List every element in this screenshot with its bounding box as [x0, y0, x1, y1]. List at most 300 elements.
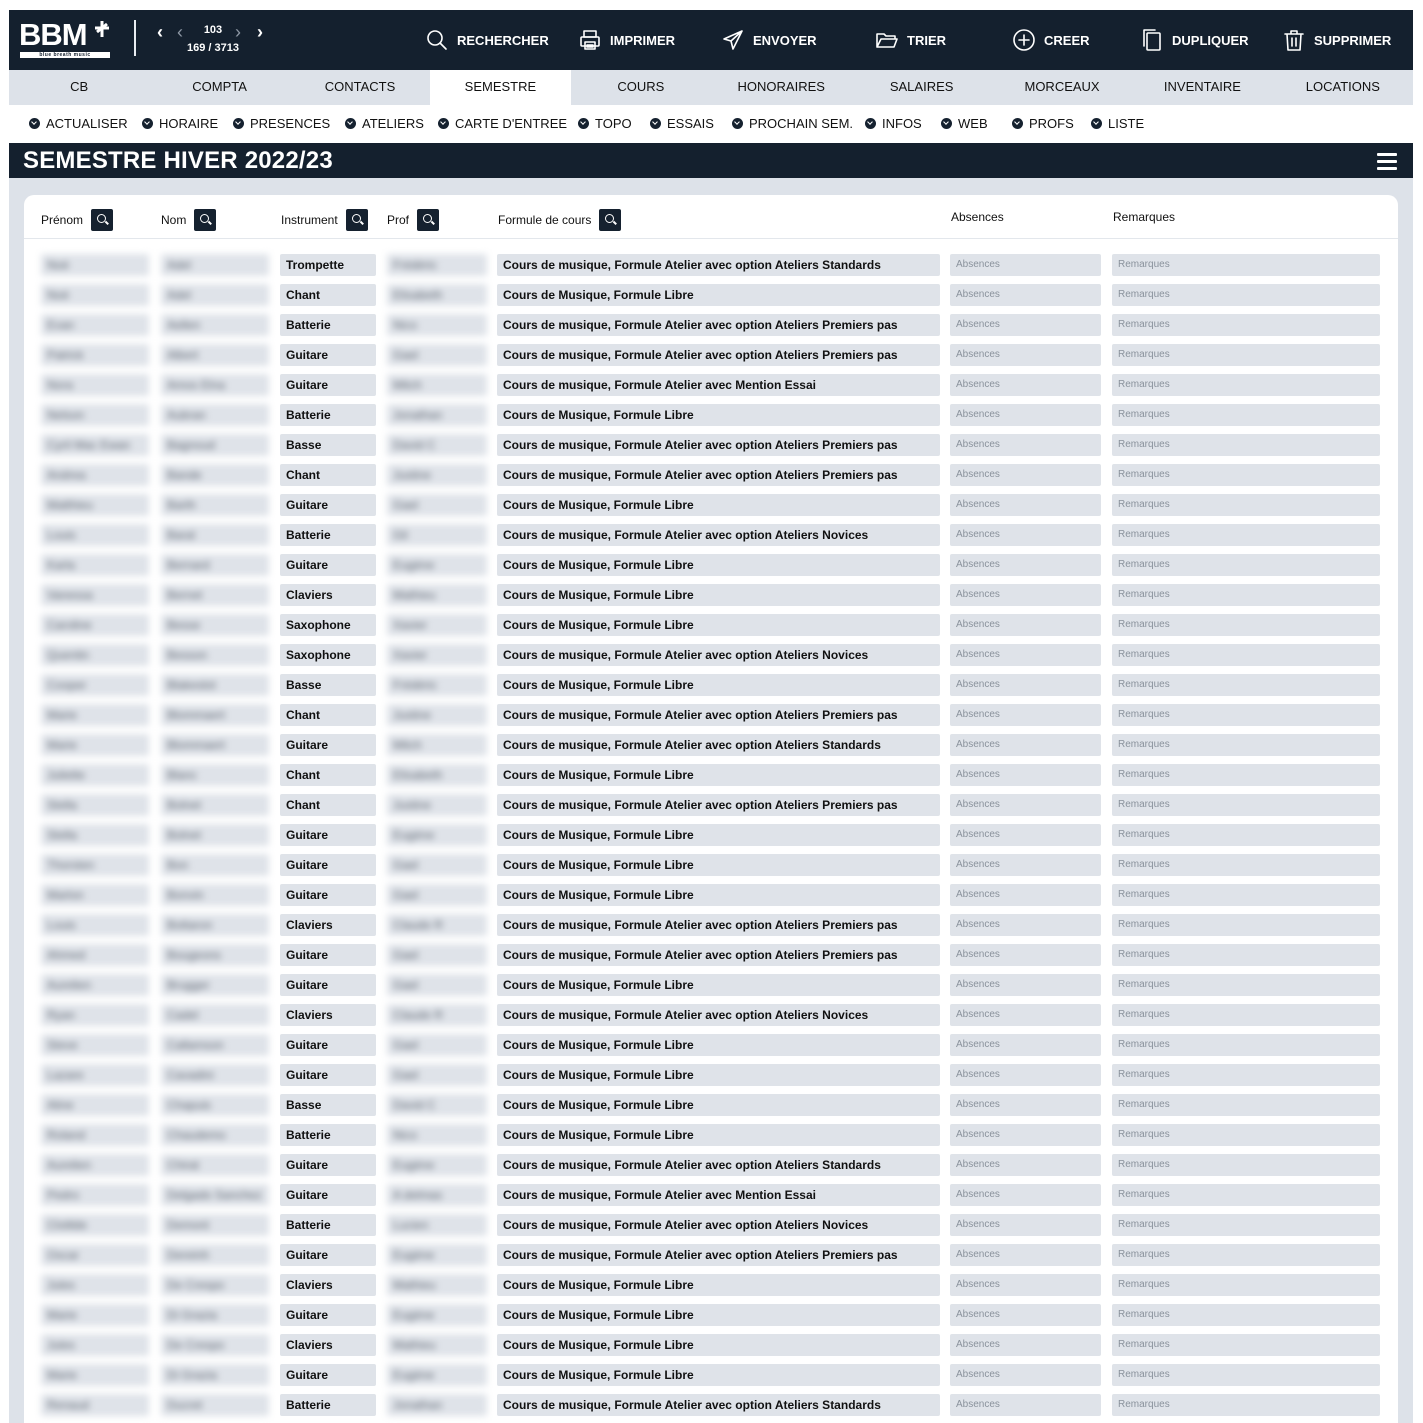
table-row[interactable]: [24, 254, 1398, 276]
send-button[interactable]: [721, 26, 817, 54]
table-row[interactable]: [24, 1094, 1398, 1116]
cell-formule: Cours de musique, Formule Atelier avec option Ateliers Premiers pas: [497, 464, 940, 486]
absences-field[interactable]: Absences: [950, 824, 1101, 846]
absences-field[interactable]: Absences: [950, 524, 1101, 546]
absences-field[interactable]: Absences: [950, 1364, 1101, 1386]
folder-icon: [875, 28, 899, 52]
cell-instrument: Guitare: [280, 974, 376, 996]
cell-nom: Bougeons: [161, 944, 269, 966]
cell-formule: Cours de musique, Formule Atelier avec option Ateliers Standards: [497, 1154, 940, 1176]
table-row[interactable]: [24, 794, 1398, 816]
remarques-field[interactable]: Remarques: [1112, 584, 1380, 606]
table-row[interactable]: [24, 344, 1398, 366]
subnav-label: INFOS: [882, 116, 922, 131]
cell-nom: Delgado Sanchez: [161, 1184, 269, 1206]
table-row[interactable]: [24, 404, 1398, 426]
column-remarques: [1113, 210, 1175, 224]
table-row[interactable]: [24, 824, 1398, 846]
cell-instrument: Claviers: [280, 1334, 376, 1356]
remarques-field[interactable]: Remarques: [1112, 374, 1380, 396]
cell-prof: Nico: [387, 314, 487, 336]
absences-field[interactable]: Absences: [950, 1274, 1101, 1296]
cell-prenom: Roland: [41, 1124, 149, 1146]
absences-field[interactable]: Absences: [950, 1004, 1101, 1026]
cell-prenom: Ryan: [41, 1004, 149, 1026]
absences-field[interactable]: Absences: [950, 644, 1101, 666]
subnav-label: ESSAIS: [667, 116, 714, 131]
table-row[interactable]: [24, 644, 1398, 666]
search-icon[interactable]: [417, 209, 439, 231]
cell-prenom: Louis: [41, 524, 149, 546]
remarques-field[interactable]: Remarques: [1112, 1034, 1380, 1056]
absences-field[interactable]: Absences: [950, 884, 1101, 906]
remarques-field[interactable]: Remarques: [1112, 1124, 1380, 1146]
remarques-field[interactable]: Remarques: [1112, 1334, 1380, 1356]
subnav-ateliers[interactable]: [345, 116, 424, 131]
absences-field[interactable]: Absences: [950, 914, 1101, 936]
cell-prenom: Noé: [41, 254, 149, 276]
print-button[interactable]: [578, 26, 675, 54]
cell-prof: Eugène: [387, 1154, 487, 1176]
subnav-label: PROFS: [1029, 116, 1074, 131]
remarques-field[interactable]: Remarques: [1112, 884, 1380, 906]
table-row[interactable]: [24, 764, 1398, 786]
absences-field[interactable]: Absences: [950, 764, 1101, 786]
remarques-field[interactable]: Remarques: [1112, 434, 1380, 456]
cell-nom: Adel: [161, 254, 269, 276]
search-button[interactable]: [425, 26, 549, 54]
cell-formule: Cours de Musique, Formule Libre: [497, 674, 940, 696]
table-row[interactable]: [24, 1394, 1398, 1416]
cell-nom: Chapuis: [161, 1094, 269, 1116]
cell-prenom: Cooper: [41, 674, 149, 696]
chevron-down-icon: [865, 118, 876, 129]
chevron-down-icon: [233, 118, 244, 129]
cell-instrument: Chant: [280, 704, 376, 726]
cell-instrument: Guitare: [280, 884, 376, 906]
previous-icon[interactable]: ‹: [177, 22, 183, 42]
cell-formule: Cours de musique, Formule Atelier avec option Ateliers Standards: [497, 734, 940, 756]
cell-prof: Claude R: [387, 914, 487, 936]
tab-semestre[interactable]: SEMESTRE: [430, 70, 570, 105]
cell-instrument: Saxophone: [280, 614, 376, 636]
main-tabs: [9, 70, 1413, 105]
subnav-label: HORAIRE: [159, 116, 219, 131]
previous-record-icon[interactable]: ‹: [157, 22, 163, 42]
tab-cb[interactable]: CB: [70, 79, 89, 94]
subnav-profs[interactable]: [1012, 116, 1074, 131]
cell-prof: Gael: [387, 1034, 487, 1056]
table-row[interactable]: [24, 524, 1398, 546]
search-icon[interactable]: [194, 209, 216, 231]
cell-prenom: Aurelien: [41, 1154, 149, 1176]
cell-prof: Mathieu: [387, 584, 487, 606]
cell-prenom: Stella: [41, 794, 149, 816]
cell-formule: Cours de Musique, Formule Libre: [497, 614, 940, 636]
page-title: SEMESTRE HIVER 2022/23: [23, 147, 333, 174]
absences-field[interactable]: Absences: [950, 314, 1101, 336]
table-row[interactable]: [24, 974, 1398, 996]
absences-field[interactable]: Absences: [950, 1064, 1101, 1086]
table-row[interactable]: [24, 914, 1398, 936]
table-row[interactable]: [24, 1004, 1398, 1026]
cell-prof: Claude R: [387, 1004, 487, 1026]
absences-field[interactable]: Absences: [950, 584, 1101, 606]
create-button[interactable]: [1012, 26, 1090, 54]
table-row[interactable]: [24, 614, 1398, 636]
table-row[interactable]: [24, 1064, 1398, 1086]
column-formule: [498, 209, 621, 231]
cell-formule: Cours de musique, Formule Atelier avec option Ateliers Premiers pas: [497, 344, 940, 366]
remarques-field[interactable]: Remarques: [1112, 794, 1380, 816]
table-row[interactable]: [24, 1184, 1398, 1206]
sort-button[interactable]: [875, 26, 946, 54]
subnav-label: LISTE: [1108, 116, 1145, 131]
cell-prenom: Nelson: [41, 404, 149, 426]
remarques-field[interactable]: Remarques: [1112, 254, 1380, 276]
absences-field[interactable]: Absences: [950, 1214, 1101, 1236]
absences-field[interactable]: Absences: [950, 794, 1101, 816]
cell-nom: Besson: [161, 644, 269, 666]
remarques-field[interactable]: Remarques: [1112, 1094, 1380, 1116]
sort-button-label: TRIER: [907, 32, 946, 48]
tab-inventaire[interactable]: INVENTAIRE: [1163, 79, 1241, 94]
absences-field[interactable]: Absences: [950, 674, 1101, 696]
remarques-field[interactable]: Remarques: [1112, 644, 1380, 666]
cell-prof: Elisabeth: [387, 764, 487, 786]
cell-prof: Elisabeth: [387, 284, 487, 306]
table-row[interactable]: [24, 1214, 1398, 1236]
cell-instrument: Chant: [280, 284, 376, 306]
cell-nom: Blakeslot: [161, 674, 269, 696]
remarques-field[interactable]: Remarques: [1112, 1184, 1380, 1206]
cell-instrument: Guitare: [280, 1064, 376, 1086]
duplicate-button[interactable]: [1140, 26, 1249, 54]
remarques-field[interactable]: Remarques: [1112, 1064, 1380, 1086]
cell-prenom: Nora: [41, 374, 149, 396]
cell-formule: Cours de Musique, Formule Libre: [497, 554, 940, 576]
cell-formule: Cours de Musique, Formule Libre: [497, 764, 940, 786]
cell-instrument: Batterie: [280, 1214, 376, 1236]
search-icon[interactable]: [599, 209, 621, 231]
table-row[interactable]: [24, 944, 1398, 966]
subnav-actualiser[interactable]: [29, 116, 128, 131]
column-absences: [951, 210, 1004, 224]
tab-contacts[interactable]: CONTACTS: [324, 79, 396, 94]
cell-nom: Di Grazia: [161, 1364, 269, 1386]
remarques-field[interactable]: Remarques: [1112, 1154, 1380, 1176]
cell-formule: Cours de Musique, Formule Libre: [497, 1124, 940, 1146]
absences-field[interactable]: Absences: [950, 554, 1101, 576]
cell-prof: Gael: [387, 944, 487, 966]
subnav-web[interactable]: [941, 116, 988, 131]
absences-field[interactable]: Absences: [950, 704, 1101, 726]
cell-instrument: Guitare: [280, 944, 376, 966]
table-row[interactable]: [24, 1334, 1398, 1356]
subnav-horaire[interactable]: [142, 116, 218, 131]
absences-field[interactable]: Absences: [950, 614, 1101, 636]
cell-prenom: Vanessa: [41, 584, 149, 606]
cell-prenom: Marie: [41, 1364, 149, 1386]
remarques-field[interactable]: Remarques: [1112, 554, 1380, 576]
remarques-field[interactable]: Remarques: [1112, 1244, 1380, 1266]
delete-button[interactable]: [1282, 26, 1391, 54]
cell-formule: Cours de musique, Formule Atelier avec option Ateliers Premiers pas: [497, 794, 940, 816]
absences-field[interactable]: Absences: [950, 974, 1101, 996]
absences-field[interactable]: Absences: [950, 1244, 1101, 1266]
logo-text: BBM: [19, 17, 87, 52]
cell-instrument: Guitare: [280, 374, 376, 396]
absences-field[interactable]: Absences: [950, 1124, 1101, 1146]
column-instrument: [281, 209, 368, 231]
cell-prenom: Louis: [41, 914, 149, 936]
absences-field[interactable]: Absences: [950, 344, 1101, 366]
table-row[interactable]: [24, 854, 1398, 876]
remarques-field[interactable]: Remarques: [1112, 944, 1380, 966]
remarques-field[interactable]: Remarques: [1112, 704, 1380, 726]
subnav-label: ACTUALISER: [46, 116, 128, 131]
cell-formule: Cours de Musique, Formule Libre: [497, 1034, 940, 1056]
absences-field[interactable]: Absences: [950, 734, 1101, 756]
cell-prof: Mathieu: [387, 1334, 487, 1356]
chevron-down-icon: [941, 118, 952, 129]
tab-cours[interactable]: COURS: [617, 79, 665, 94]
absences-field[interactable]: Absences: [950, 1184, 1101, 1206]
cell-formule: Cours de musique, Formule Atelier avec option Ateliers Novices: [497, 1004, 940, 1026]
cell-nom: Bolnet: [161, 824, 269, 846]
cell-prof: Eugène: [387, 824, 487, 846]
cell-prof: Eugène: [387, 554, 487, 576]
remarques-field[interactable]: Remarques: [1112, 494, 1380, 516]
table-row[interactable]: [24, 314, 1398, 336]
cell-prof: Frédéric: [387, 674, 487, 696]
cell-prenom: Thorsten: [41, 854, 149, 876]
cell-prenom: Aline: [41, 1094, 149, 1116]
tab-salaires[interactable]: SALAIRES: [889, 79, 954, 94]
cell-instrument: Chant: [280, 794, 376, 816]
cell-instrument: Basse: [280, 674, 376, 696]
table-row[interactable]: [24, 554, 1398, 576]
chevron-down-icon: [345, 118, 356, 129]
subnav-label: ATELIERS: [362, 116, 424, 131]
cell-instrument: Batterie: [280, 524, 376, 546]
remarques-field[interactable]: Remarques: [1112, 524, 1380, 546]
cell-prenom: Steve: [41, 1034, 149, 1056]
absences-field[interactable]: Absences: [950, 404, 1101, 426]
cell-formule: Cours de musique, Formule Atelier avec option Ateliers Premiers pas: [497, 944, 940, 966]
cell-instrument: Guitare: [280, 554, 376, 576]
search-icon[interactable]: [91, 209, 113, 231]
cell-instrument: Chant: [280, 464, 376, 486]
subnav-prochain-sem[interactable]: [732, 116, 853, 131]
absences-field[interactable]: Absences: [950, 1394, 1101, 1416]
table-row[interactable]: [24, 1034, 1398, 1056]
remarques-field[interactable]: Remarques: [1112, 824, 1380, 846]
remarques-field[interactable]: Remarques: [1112, 734, 1380, 756]
table-row[interactable]: [24, 1364, 1398, 1386]
subnav-label: PRESENCES: [250, 116, 331, 131]
table-row[interactable]: [24, 884, 1398, 906]
remarques-field[interactable]: Remarques: [1112, 674, 1380, 696]
absences-field[interactable]: Absences: [950, 1334, 1101, 1356]
cell-instrument: Guitare: [280, 824, 376, 846]
cell-instrument: Guitare: [280, 1364, 376, 1386]
cell-instrument: Claviers: [280, 584, 376, 606]
cell-formule: Cours de Musique, Formule Libre: [497, 1334, 940, 1356]
column-label: Remarques: [1113, 210, 1176, 224]
app-window: [9, 10, 1413, 1423]
cell-nom: Brugger: [161, 974, 269, 996]
cell-prenom: Cyril Mac Ewan: [41, 434, 149, 456]
absences-field[interactable]: Absences: [950, 374, 1101, 396]
cell-prof: Mitch: [387, 734, 487, 756]
remarques-field[interactable]: Remarques: [1112, 614, 1380, 636]
cell-instrument: Claviers: [280, 1004, 376, 1026]
table-row[interactable]: [24, 1304, 1398, 1326]
cell-instrument: Saxophone: [280, 644, 376, 666]
remarques-field[interactable]: Remarques: [1112, 764, 1380, 786]
student-table: [24, 195, 1398, 1423]
cell-instrument: Batterie: [280, 314, 376, 336]
cell-nom: Bande: [161, 464, 269, 486]
cell-prof: Xavier: [387, 614, 487, 636]
table-row[interactable]: [24, 284, 1398, 306]
table-row[interactable]: [24, 1274, 1398, 1296]
cell-prenom: Clotilde: [41, 1214, 149, 1236]
remarques-field[interactable]: Remarques: [1112, 1274, 1380, 1296]
remarques-field[interactable]: Remarques: [1112, 1214, 1380, 1236]
absences-field[interactable]: Absences: [950, 464, 1101, 486]
cell-nom: Aellen: [161, 314, 269, 336]
absences-field[interactable]: Absences: [950, 494, 1101, 516]
remarques-field[interactable]: Remarques: [1112, 1304, 1380, 1326]
cell-prenom: Caroline: [41, 614, 149, 636]
cell-nom: Blommaert: [161, 734, 269, 756]
cell-nom: Callamson: [161, 1034, 269, 1056]
copy-icon: [1140, 28, 1164, 52]
cell-nom: Demont: [161, 1214, 269, 1236]
subnav-carte-entree[interactable]: [438, 116, 567, 131]
subnav-liste[interactable]: [1091, 116, 1144, 131]
cell-prof: Gael: [387, 854, 487, 876]
remarques-field[interactable]: Remarques: [1112, 344, 1380, 366]
cell-nom: Besse: [161, 614, 269, 636]
tab-locations[interactable]: LOCATIONS: [1305, 79, 1380, 94]
remarques-field[interactable]: Remarques: [1112, 974, 1380, 996]
absences-field[interactable]: Absences: [950, 434, 1101, 456]
remarques-field[interactable]: Remarques: [1112, 914, 1380, 936]
table-row[interactable]: [24, 494, 1398, 516]
hamburger-menu-icon[interactable]: [1377, 153, 1397, 170]
search-icon: [425, 28, 449, 52]
table-header: [24, 195, 1398, 239]
table-row[interactable]: [24, 674, 1398, 696]
subnav-topo[interactable]: [578, 116, 632, 131]
table-row[interactable]: [24, 734, 1398, 756]
cell-nom: Aubran: [161, 404, 269, 426]
next-record-icon[interactable]: ›: [257, 22, 263, 42]
remarques-field[interactable]: Remarques: [1112, 284, 1380, 306]
trash-icon: [1282, 28, 1306, 52]
subnav-presences[interactable]: [233, 116, 330, 131]
absences-field[interactable]: Absences: [950, 284, 1101, 306]
cell-prof: David C: [387, 1094, 487, 1116]
column-label: Prof: [387, 213, 410, 227]
column-prenom: [41, 209, 113, 231]
table-row[interactable]: [24, 1244, 1398, 1266]
column-label: Nom: [161, 213, 187, 227]
remarques-field[interactable]: Remarques: [1112, 854, 1380, 876]
next-icon[interactable]: ›: [235, 22, 241, 42]
table-row[interactable]: [24, 1154, 1398, 1176]
tab-morceaux[interactable]: MORCEAUX: [1024, 79, 1100, 94]
sub-toolbar: [9, 105, 1413, 143]
remarques-field[interactable]: Remarques: [1112, 314, 1380, 336]
absences-field[interactable]: Absences: [950, 1304, 1101, 1326]
cell-prof: Jonathan: [387, 404, 487, 426]
chevron-down-icon: [578, 118, 589, 129]
app-logo[interactable]: [19, 18, 111, 58]
cell-prenom: Ahmed: [41, 944, 149, 966]
tab-compta[interactable]: COMPTA: [192, 79, 247, 94]
cell-nom: De Crespo: [161, 1334, 269, 1356]
cell-prof: Gael: [387, 974, 487, 996]
column-label: Instrument: [281, 213, 338, 227]
table-row[interactable]: [24, 434, 1398, 456]
absences-field[interactable]: Absences: [950, 1094, 1101, 1116]
cell-prof: Jonathan: [387, 1394, 487, 1416]
absences-field[interactable]: Absences: [950, 254, 1101, 276]
cell-nom: Barth: [161, 494, 269, 516]
search-icon[interactable]: [346, 209, 368, 231]
table-row[interactable]: [24, 584, 1398, 606]
cell-formule: Cours de Musique, Formule Libre: [497, 1064, 940, 1086]
cell-prenom: Quentin: [41, 644, 149, 666]
chevron-down-icon: [732, 118, 743, 129]
cell-prof: Xavier: [387, 644, 487, 666]
cell-formule: Cours de Musique, Formule Libre: [497, 974, 940, 996]
tab-honoraires[interactable]: HONORAIRES: [737, 79, 825, 94]
absences-field[interactable]: Absences: [950, 944, 1101, 966]
cell-formule: Cours de musique, Formule Atelier avec option Ateliers Premiers pas: [497, 914, 940, 936]
cell-prenom: Jules: [41, 1334, 149, 1356]
remarques-field[interactable]: Remarques: [1112, 464, 1380, 486]
cell-nom: Bolnet: [161, 794, 269, 816]
table-row[interactable]: [24, 464, 1398, 486]
absences-field[interactable]: Absences: [950, 1154, 1101, 1176]
remarques-field[interactable]: Remarques: [1112, 1364, 1380, 1386]
cell-prof: Justine: [387, 464, 487, 486]
column-nom: [161, 209, 216, 231]
cell-prenom: Marlon: [41, 884, 149, 906]
absences-field[interactable]: Absences: [950, 1034, 1101, 1056]
remarques-field[interactable]: Remarques: [1112, 404, 1380, 426]
remarques-field[interactable]: Remarques: [1112, 1394, 1380, 1416]
cell-nom: Cavadini: [161, 1064, 269, 1086]
table-row[interactable]: [24, 704, 1398, 726]
top-toolbar: [9, 10, 1413, 70]
table-row[interactable]: [24, 374, 1398, 396]
cell-instrument: Guitare: [280, 734, 376, 756]
cell-prof: Mitch: [387, 374, 487, 396]
subnav-essais[interactable]: [650, 116, 714, 131]
subnav-infos[interactable]: [865, 116, 922, 131]
table-row[interactable]: [24, 1124, 1398, 1146]
remarques-field[interactable]: Remarques: [1112, 1004, 1380, 1026]
cell-formule: Cours de Musique, Formule Libre: [497, 1304, 940, 1326]
absences-field[interactable]: Absences: [950, 854, 1101, 876]
cell-formule: Cours de Musique, Formule Libre: [497, 284, 940, 306]
